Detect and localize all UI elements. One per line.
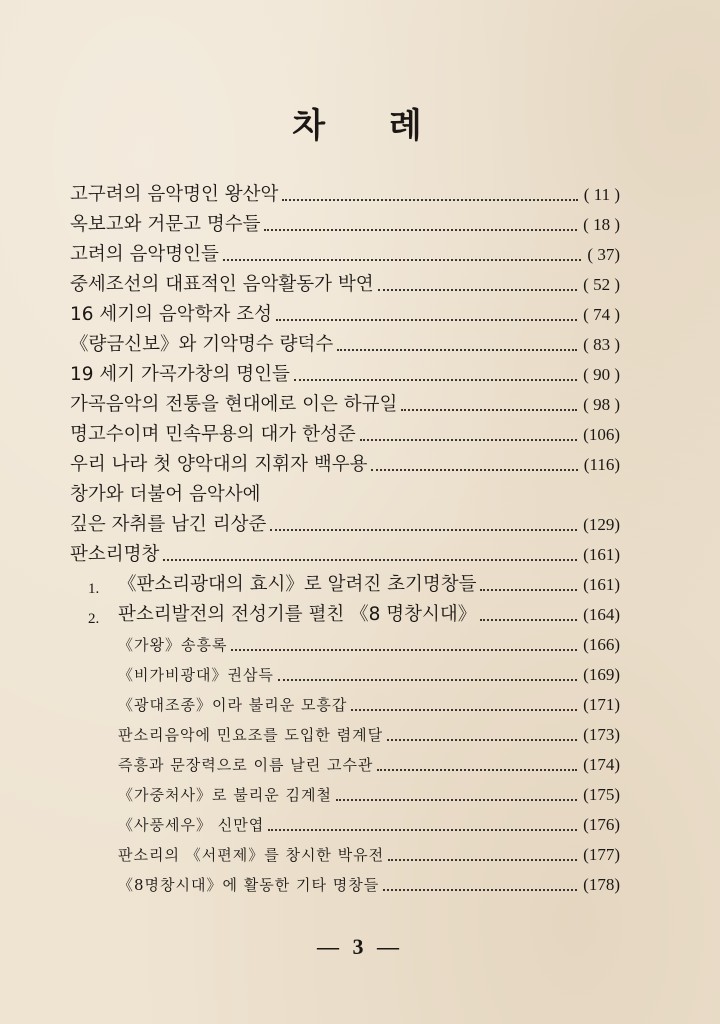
toc-subsection-number: 1. [88, 581, 100, 597]
toc-entry-title: 판소리의 《서편제》를 창시한 박유전 [118, 846, 385, 864]
leader-dots [294, 379, 577, 381]
toc-entry-page: ( 98 ) [583, 395, 620, 414]
leader-dots [163, 559, 577, 561]
leader-dots [268, 829, 577, 831]
leader-dots [383, 889, 577, 891]
toc-entry-title: 《사풍세우》 신만엽 [118, 816, 265, 834]
toc-entry-page: ( 83 ) [583, 335, 620, 354]
leader-dots [278, 679, 577, 681]
toc-entry-page: (171) [583, 695, 620, 714]
leader-dots [336, 799, 577, 801]
toc-entry-title: 옥보고와 거문고 명수들 [70, 214, 261, 235]
toc-entry-title: 《판소리광대의 효시》로 알려진 초기명창들 [118, 574, 477, 595]
toc-entry-title: 《8명창시대》에 활동한 기타 명창들 [118, 876, 380, 894]
toc-entry [70, 238, 620, 268]
toc-entry-title: 《광대조종》이라 불리운 모흥갑 [118, 696, 348, 714]
page-title: 차 례 [292, 106, 448, 146]
toc-subentry [118, 688, 620, 718]
toc-entry-page: (177) [583, 845, 620, 864]
toc-subentry [118, 718, 620, 748]
leader-dots [282, 199, 577, 201]
toc-subentry [118, 778, 620, 808]
toc-entry [70, 328, 620, 358]
toc-entry-page: ( 18 ) [583, 215, 620, 234]
toc-entry [70, 388, 620, 418]
toc-entry-page: (178) [583, 875, 620, 894]
leader-dots [377, 769, 577, 771]
toc-entry [70, 478, 620, 508]
toc-subentry [118, 748, 620, 778]
leader-dots [388, 859, 577, 861]
toc-entry-title: 《량금신보》와 기악명수 량덕수 [70, 334, 334, 355]
toc-subsection [88, 568, 620, 598]
toc-subsection [88, 598, 620, 628]
toc-subentry [118, 838, 620, 868]
leader-dots [371, 469, 577, 471]
leader-dots [351, 709, 577, 711]
toc-entry [70, 208, 620, 238]
toc-entry-title: 16 세기의 음악학자 조성 [70, 304, 273, 325]
toc-entry-page: ( 52 ) [583, 275, 620, 294]
toc-entry-page: (176) [583, 815, 620, 834]
toc-entry-page: (169) [583, 665, 620, 684]
toc-entry-title: 중세조선의 대표적인 음악활동가 박연 [70, 274, 374, 295]
toc-entry [70, 298, 620, 328]
toc-entry-title: 판소리음악에 민요조를 도입한 렴계달 [118, 726, 384, 744]
toc-entry-title: 우리 나라 첫 양악대의 지휘자 백우용 [70, 454, 368, 475]
toc-entry [70, 178, 620, 208]
leader-dots [360, 439, 577, 441]
leader-dots [337, 349, 577, 351]
toc-subentry [118, 628, 620, 658]
toc-entry-page: ( 74 ) [583, 305, 620, 324]
toc-subentry [118, 658, 620, 688]
toc-entry-title: 《가왕》송흥록 [118, 636, 228, 654]
toc-entry-page: (106) [583, 425, 620, 444]
toc-entry-title: 《비가비광대》권삼득 [118, 666, 274, 684]
toc-entry-title: 《가중처사》로 불리운 김계철 [118, 786, 332, 804]
leader-dots [264, 229, 577, 231]
toc-entry-page: ( 11 ) [583, 185, 620, 204]
toc-entry-title: 고구려의 음악명인 왕산악 [70, 184, 279, 205]
toc-entry-page: (174) [583, 755, 620, 774]
toc-entry-page: (173) [583, 725, 620, 744]
toc-entry-page: (161) [583, 575, 620, 594]
toc-entry [70, 418, 620, 448]
leader-dots [223, 259, 582, 261]
toc-entry-title: 판소리명창 [70, 544, 160, 565]
leader-dots [276, 319, 577, 321]
toc-entry-page: (175) [583, 785, 620, 804]
toc-subentry [118, 868, 620, 898]
toc-entry-page: ( 37) [587, 245, 620, 264]
toc-entry-title: 판소리발전의 전성기를 펼친 《8 명창시대》 [118, 604, 477, 625]
toc-entry-page: (166) [583, 635, 620, 654]
toc-entry-title: 명고수이며 민속무용의 대가 한성준 [70, 424, 356, 445]
toc-entry-page: (164) [583, 605, 620, 624]
toc-entry-title: 가곡음악의 전통을 현대에로 이은 하규일 [70, 394, 398, 415]
leader-dots [401, 409, 577, 411]
leader-dots [387, 739, 577, 741]
toc-entry-title: 고려의 음악명인들 [70, 244, 219, 265]
toc-entry-page: (129) [583, 515, 620, 534]
toc-subentry [118, 808, 620, 838]
toc-subsection-number: 2. [88, 611, 100, 627]
toc-entry-page: ( 90 ) [583, 365, 620, 384]
leader-dots [480, 619, 577, 621]
toc-entry [70, 538, 620, 568]
toc-entry-title: 깊은 자취를 남긴 리상준 [70, 514, 267, 535]
toc-entry-page: (161) [583, 545, 620, 564]
toc-entry [70, 358, 620, 388]
leader-dots [231, 649, 577, 651]
page-number: — 3 — [317, 934, 403, 959]
leader-dots [270, 529, 577, 531]
leader-dots [378, 289, 578, 291]
toc-entry-page: (116) [583, 455, 620, 474]
toc-entry [70, 508, 620, 538]
toc-entry [70, 448, 620, 478]
toc-entry [70, 268, 620, 298]
toc-entry-title: 즉흥과 문장력으로 이름 날린 고수관 [118, 756, 374, 774]
leader-dots [480, 589, 577, 591]
toc-entry-title: 창가와 더불어 음악사에 [70, 484, 261, 505]
toc-entry-title: 19 세기 가곡가창의 명인들 [70, 364, 290, 385]
